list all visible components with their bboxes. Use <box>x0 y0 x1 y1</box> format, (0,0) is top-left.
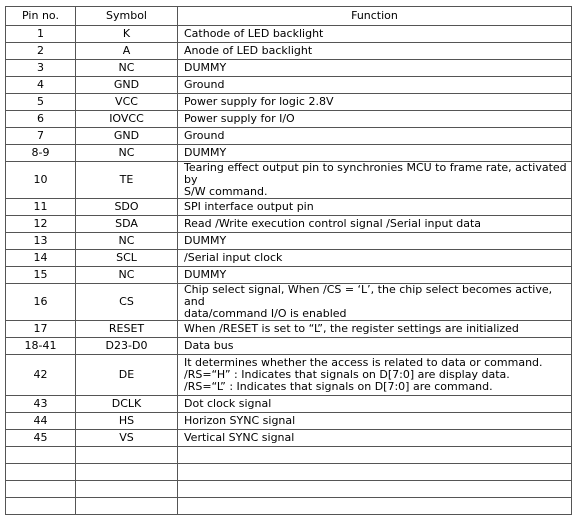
table-row <box>6 338 572 355</box>
symbol-cell: D23-D0 <box>76 338 178 355</box>
function-cell: Cathode of LED backlight <box>178 26 572 43</box>
symbol-cell: VS <box>76 430 178 447</box>
symbol-cell: DCLK <box>76 396 178 413</box>
function-cell: Power supply for I/O <box>178 111 572 128</box>
table-row <box>6 94 572 111</box>
table-row <box>6 396 572 413</box>
pin-number-cell: 45 <box>6 430 76 447</box>
pin-number-cell: 7 <box>6 128 76 145</box>
function-cell: DUMMY <box>178 267 572 284</box>
empty-symbol-cell <box>76 481 178 498</box>
table-row <box>6 216 572 233</box>
pin-number-cell: 44 <box>6 413 76 430</box>
pin-number-cell: 17 <box>6 321 76 338</box>
function-cell: Data bus <box>178 338 572 355</box>
symbol-cell: A <box>76 43 178 60</box>
function-cell: DUMMY <box>178 145 572 162</box>
empty-pin-cell <box>6 498 76 515</box>
pin-number-cell: 13 <box>6 233 76 250</box>
empty-pin-cell <box>6 481 76 498</box>
table-row <box>6 26 572 43</box>
function-cell: Horizon SYNC signal <box>178 413 572 430</box>
empty-function-cell <box>178 498 572 515</box>
pin-definition-table <box>5 6 572 515</box>
table-row <box>6 60 572 77</box>
function-cell: Anode of LED backlight <box>178 43 572 60</box>
pin-number-cell: 5 <box>6 94 76 111</box>
symbol-cell: NC <box>76 60 178 77</box>
pin-number-cell: 1 <box>6 26 76 43</box>
pin-number-cell: 15 <box>6 267 76 284</box>
table-row <box>6 355 572 396</box>
pin-number-cell: 18-41 <box>6 338 76 355</box>
symbol-cell: GND <box>76 77 178 94</box>
header-symbol: Symbol <box>76 7 178 26</box>
empty-symbol-cell <box>76 464 178 481</box>
empty-table-row <box>6 464 572 481</box>
table-row <box>6 321 572 338</box>
empty-function-cell <box>178 464 572 481</box>
table-body <box>6 26 572 515</box>
pin-number-cell: 10 <box>6 162 76 199</box>
empty-pin-cell <box>6 464 76 481</box>
pin-number-cell: 4 <box>6 77 76 94</box>
header-function: Function <box>178 7 572 26</box>
pin-number-cell: 3 <box>6 60 76 77</box>
function-cell: When /RESET is set to “L”, the register settings are initialized <box>178 321 572 338</box>
function-cell: Read /Write execution control signal /Serial input data <box>178 216 572 233</box>
header-row <box>6 7 572 26</box>
pin-number-cell: 11 <box>6 199 76 216</box>
function-cell: Ground <box>178 77 572 94</box>
table-row <box>6 145 572 162</box>
symbol-cell: CS <box>76 284 178 321</box>
empty-table-row <box>6 481 572 498</box>
table-row <box>6 162 572 199</box>
empty-table-row <box>6 498 572 515</box>
function-cell: DUMMY <box>178 233 572 250</box>
table-row <box>6 128 572 145</box>
symbol-cell: K <box>76 26 178 43</box>
table-header <box>6 7 572 26</box>
empty-symbol-cell <box>76 447 178 464</box>
function-cell: Vertical SYNC signal <box>178 430 572 447</box>
function-cell: Ground <box>178 128 572 145</box>
pin-number-cell: 12 <box>6 216 76 233</box>
table-row <box>6 43 572 60</box>
table-row <box>6 430 572 447</box>
table-row <box>6 233 572 250</box>
function-cell: Dot clock signal <box>178 396 572 413</box>
function-cell: It determines whether the access is related to data or command. /RS=“H” : Indicates that signals on D[7:0] are display data. /RS=“L” : Indicates that signals on D[7:0] are command. <box>178 355 572 396</box>
symbol-cell: RESET <box>76 321 178 338</box>
symbol-cell: NC <box>76 267 178 284</box>
table-row <box>6 77 572 94</box>
symbol-cell: IOVCC <box>76 111 178 128</box>
function-cell: DUMMY <box>178 60 572 77</box>
pin-number-cell: 8-9 <box>6 145 76 162</box>
function-cell: /Serial input clock <box>178 250 572 267</box>
table-row <box>6 199 572 216</box>
pin-number-cell: 14 <box>6 250 76 267</box>
table-row <box>6 250 572 267</box>
table-row <box>6 284 572 321</box>
function-cell: Chip select signal, When /CS = ‘L’, the chip select becomes active, and data/command I/O is enabled <box>178 284 572 321</box>
pin-number-cell: 2 <box>6 43 76 60</box>
table-row <box>6 267 572 284</box>
empty-function-cell <box>178 481 572 498</box>
empty-function-cell <box>178 447 572 464</box>
symbol-cell: TE <box>76 162 178 199</box>
table-row <box>6 413 572 430</box>
pin-number-cell: 43 <box>6 396 76 413</box>
function-cell: Power supply for logic 2.8V <box>178 94 572 111</box>
pin-number-cell: 16 <box>6 284 76 321</box>
symbol-cell: DE <box>76 355 178 396</box>
table-row <box>6 111 572 128</box>
pin-number-cell: 42 <box>6 355 76 396</box>
symbol-cell: NC <box>76 233 178 250</box>
header-pin-no: Pin no. <box>6 7 76 26</box>
empty-table-row <box>6 447 572 464</box>
symbol-cell: SDO <box>76 199 178 216</box>
symbol-cell: GND <box>76 128 178 145</box>
symbol-cell: VCC <box>76 94 178 111</box>
function-cell: SPI interface output pin <box>178 199 572 216</box>
symbol-cell: NC <box>76 145 178 162</box>
pin-number-cell: 6 <box>6 111 76 128</box>
symbol-cell: HS <box>76 413 178 430</box>
symbol-cell: SDA <box>76 216 178 233</box>
function-cell: Tearing effect output pin to synchronies MCU to frame rate, activated by S/W command. <box>178 162 572 199</box>
empty-symbol-cell <box>76 498 178 515</box>
symbol-cell: SCL <box>76 250 178 267</box>
empty-pin-cell <box>6 447 76 464</box>
